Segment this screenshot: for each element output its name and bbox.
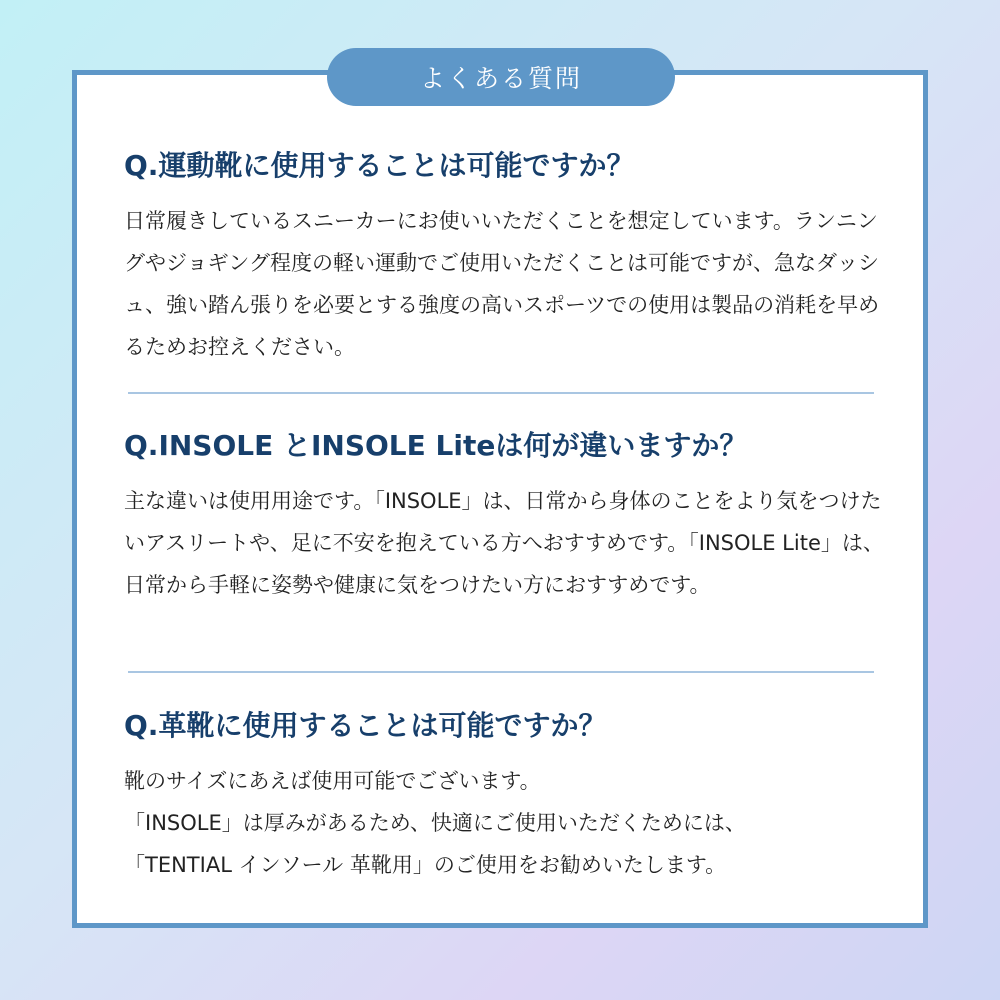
faq-answer-3-line-2: 「INSOLE」は厚みがあるため、快適にご使用いただくためには、 xyxy=(124,811,746,835)
faq-question-3: Q.革靴に使用することは可能ですか？ xyxy=(124,709,607,742)
faq-answer-3 xyxy=(124,760,884,886)
faq-answer-3-line-3: 「TENTIAL インソール 革靴用」のご使用をお勧めいたします。 xyxy=(124,853,727,877)
faq-item-1 xyxy=(124,146,884,368)
faq-item-2 xyxy=(124,426,884,606)
faq-item-3 xyxy=(124,706,884,886)
faq-answer-1: 日常履きしているスニーカーにお使いいただくことを想定しています。ランニングやジョギング程度の軽い運動でご使用いただくことは可能ですが、急なダッシュ、強い踏ん張りを必要とする強度の高いスポーツでの使用は製品の消耗を早めるためお控えください。 xyxy=(124,209,880,359)
faq-divider-2 xyxy=(128,671,874,673)
faq-answer-2: 主な違いは使用用途です。「INSOLE」は、日常から身体のことをより気をつけたいアスリートや、足に不安を抱えている方へおすすめです。「INSOLE Lite」は、日常から手軽に姿勢や健康に気をつけたい方におすすめです。 xyxy=(124,489,884,597)
faq-question-2: Q.INSOLE とINSOLE Liteは何が違いますか？ xyxy=(124,429,748,462)
faq-question-1: Q.運動靴に使用することは可能ですか？ xyxy=(124,149,635,182)
faq-answer-3-line-1: 靴のサイズにあえば使用可能でございます。 xyxy=(124,769,541,793)
faq-divider-1 xyxy=(128,392,874,394)
faq-badge: よくある質問 xyxy=(327,48,675,106)
